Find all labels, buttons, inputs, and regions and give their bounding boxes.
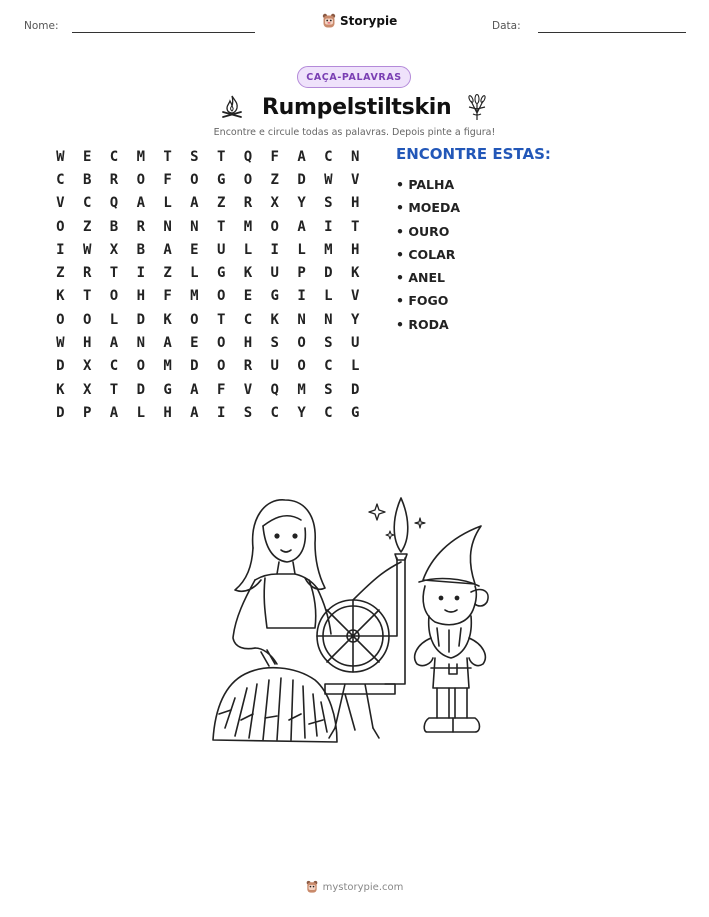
grid-cell[interactable]: B [136, 241, 145, 258]
grid-cell[interactable]: I [136, 265, 145, 282]
grid-cell[interactable]: O [297, 358, 306, 375]
grid-cell[interactable]: R [243, 195, 253, 212]
word-item: • PALHA [396, 177, 455, 192]
grid-cell[interactable]: K [270, 311, 279, 328]
grid-cell[interactable]: D [136, 381, 145, 398]
grid-cell[interactable]: O [297, 335, 306, 352]
word-search-grid [47, 145, 369, 425]
coloring-illustration[interactable] [205, 488, 505, 756]
grid-cell[interactable]: E [190, 241, 199, 258]
grid-cell[interactable]: N [136, 335, 145, 352]
grid-cell[interactable]: G [216, 171, 226, 188]
brand-name: Storypie [340, 14, 398, 28]
grid-cell[interactable]: R [82, 265, 92, 282]
grid-cell[interactable]: Z [270, 171, 279, 188]
title-row [0, 90, 709, 126]
grid-cell[interactable]: E [243, 288, 253, 305]
grid-cell[interactable]: K [56, 381, 65, 398]
grid-cell[interactable]: H [136, 288, 145, 305]
grid-cell[interactable]: M [324, 241, 333, 258]
grid-cell[interactable]: Z [163, 265, 172, 282]
grid-cell[interactable]: M [297, 381, 306, 398]
name-label: Nome: [24, 20, 59, 32]
grid-cell[interactable]: H [243, 335, 253, 352]
grid-cell[interactable]: T [109, 381, 119, 398]
grid-cell[interactable]: K [56, 288, 65, 305]
grid-cell[interactable]: X [270, 195, 279, 212]
grid-cell[interactable]: D [56, 404, 65, 421]
grid-cell[interactable]: O [216, 288, 226, 305]
grid-cell[interactable]: H [163, 404, 172, 421]
grid-cell[interactable]: A [163, 335, 172, 352]
grid-cell[interactable]: T [216, 218, 226, 235]
grid-cell[interactable]: A [163, 241, 172, 258]
grid-cell[interactable]: T [109, 265, 119, 282]
grid-cell[interactable]: B [109, 218, 119, 235]
grid-cell[interactable]: N [297, 311, 306, 328]
grid-cell[interactable]: R [109, 171, 119, 188]
wheat-icon [465, 93, 489, 121]
grid-cell[interactable]: N [190, 218, 199, 235]
grid-cell[interactable]: S [324, 381, 333, 398]
grid-cell[interactable]: W [56, 335, 65, 352]
grid-cell[interactable]: C [270, 404, 279, 421]
grid-cell[interactable]: C [324, 148, 333, 165]
grid-cell[interactable]: V [56, 195, 65, 212]
grid-cell[interactable]: S [270, 335, 279, 352]
grid-cell[interactable]: D [350, 381, 360, 398]
grid-cell[interactable]: L [109, 311, 119, 328]
word-item: • RODA [396, 316, 449, 332]
campfire-icon [220, 94, 244, 120]
grid-cell[interactable]: D [136, 311, 145, 328]
grid-cell[interactable]: V [350, 288, 360, 305]
grid-cell[interactable]: X [82, 358, 92, 375]
grid-cell[interactable]: W [56, 148, 65, 165]
grid-cell[interactable]: Y [297, 404, 306, 421]
grid-cell[interactable]: I [324, 218, 333, 235]
grid-cell[interactable]: A [190, 404, 199, 421]
grid-cell[interactable]: D [297, 171, 306, 188]
grid-cell[interactable]: L [163, 195, 172, 212]
grid-cell[interactable]: T [350, 218, 360, 235]
grid-cell[interactable]: F [163, 171, 172, 188]
grid-cell[interactable]: Q [243, 148, 253, 165]
page-title: Rumpelstiltskin [262, 95, 452, 120]
grid-cell[interactable]: C [324, 404, 333, 421]
grid-cell[interactable]: Q [109, 195, 119, 212]
grid-cell[interactable]: A [190, 195, 199, 212]
grid-cell[interactable]: X [82, 381, 92, 398]
grid-cell[interactable]: O [216, 358, 226, 375]
grid-cell[interactable]: U [270, 265, 279, 282]
grid-cell[interactable]: A [109, 335, 119, 352]
grid-cell[interactable]: B [82, 171, 92, 188]
grid-cell[interactable]: M [243, 218, 253, 235]
grid-cell[interactable]: Y [350, 311, 360, 328]
grid-cell[interactable]: U [270, 358, 279, 375]
grid-cell[interactable]: C [56, 171, 65, 188]
grid-cell[interactable]: I [297, 288, 306, 305]
grid-cell[interactable]: I [216, 404, 226, 421]
grid-cell[interactable]: I [56, 241, 65, 258]
grid-cell[interactable]: O [56, 311, 65, 328]
grid-cell[interactable]: S [190, 148, 199, 165]
grid-cell[interactable]: S [324, 195, 333, 212]
grid-cell[interactable]: A [109, 404, 119, 421]
grid-cell[interactable]: C [82, 195, 92, 212]
word-item: • MOEDA [396, 200, 460, 216]
grid-cell[interactable]: O [190, 311, 199, 328]
word-item: • ANEL [396, 270, 445, 286]
grid-cell[interactable]: M [163, 358, 172, 375]
grid-cell[interactable]: V [243, 381, 253, 398]
grid-cell[interactable]: N [163, 218, 172, 235]
grid-cell[interactable]: L [350, 358, 360, 375]
grid-cell[interactable]: M [136, 148, 145, 165]
grid-cell[interactable]: H [350, 241, 360, 258]
grid-cell[interactable]: L [190, 265, 199, 282]
word-list-title: ENCONTRE ESTAS: [396, 145, 551, 163]
grid-cell[interactable]: K [163, 311, 172, 328]
grid-cell[interactable]: W [324, 171, 333, 188]
grid-cell[interactable]: T [163, 148, 172, 165]
bear-logo-icon [322, 13, 336, 29]
grid-cell[interactable]: H [82, 335, 92, 352]
grid-cell[interactable]: X [109, 241, 119, 258]
grid-cell[interactable]: G [350, 404, 360, 421]
grid-cell[interactable]: C [243, 311, 253, 328]
grid-cell[interactable]: K [243, 265, 253, 282]
grid-cell[interactable]: F [216, 381, 226, 398]
grid-cell[interactable]: N [324, 311, 333, 328]
grid-cell[interactable]: L [324, 288, 333, 305]
grid-cell[interactable]: P [82, 404, 92, 421]
grid-cell[interactable]: E [82, 148, 92, 165]
grid-cell[interactable]: O [270, 218, 279, 235]
grid-cell[interactable]: G [163, 381, 172, 398]
grid-cell[interactable]: I [270, 241, 279, 258]
date-label: Data: [492, 20, 521, 32]
grid-cell[interactable]: O [216, 335, 226, 352]
grid-cell[interactable]: L [136, 404, 145, 421]
grid-cell[interactable]: T [82, 288, 92, 305]
grid-cell[interactable]: Z [82, 218, 92, 235]
grid-cell[interactable]: W [82, 241, 92, 258]
grid-cell[interactable]: C [109, 148, 119, 165]
grid-cell[interactable]: O [136, 358, 145, 375]
category-badge: CAÇA-PALAVRAS [297, 66, 411, 88]
word-item: • OURO [396, 223, 450, 239]
word-item: • FOGO [396, 293, 449, 309]
grid-cell[interactable]: C [324, 358, 333, 375]
grid-cell[interactable]: G [216, 265, 226, 282]
grid-cell[interactable]: D [190, 358, 199, 375]
grid-cell[interactable]: O [190, 171, 199, 188]
grid-cell[interactable]: M [190, 288, 199, 305]
grid-cell[interactable]: Z [216, 195, 226, 212]
grid-cell[interactable]: S [243, 404, 253, 421]
date-line[interactable] [538, 32, 686, 33]
grid-cell[interactable]: D [324, 265, 333, 282]
bear-logo-icon [306, 880, 318, 894]
grid-cell[interactable]: E [190, 335, 199, 352]
grid-cell[interactable]: A [297, 218, 306, 235]
word-list [396, 143, 551, 336]
grid-cell[interactable]: Z [56, 265, 65, 282]
brand[interactable] [322, 13, 397, 29]
grid-cell[interactable]: V [350, 171, 360, 188]
grid-cell[interactable]: R [136, 218, 145, 235]
grid-cell[interactable]: A [136, 195, 145, 212]
grid-cell[interactable]: O [109, 288, 119, 305]
grid-cell[interactable]: K [350, 265, 360, 282]
grid-cell[interactable]: O [136, 171, 145, 188]
grid-cell[interactable]: L [297, 241, 306, 258]
footer[interactable] [0, 880, 709, 894]
footer-url[interactable]: mystorypie.com [322, 881, 404, 893]
grid-cell[interactable]: R [243, 358, 253, 375]
grid-cell[interactable]: L [243, 241, 253, 258]
grid-cell[interactable]: O [82, 311, 92, 328]
name-line[interactable] [72, 32, 255, 33]
grid-cell[interactable]: T [216, 311, 226, 328]
grid-cell[interactable]: N [350, 148, 360, 165]
grid-cell[interactable]: C [109, 358, 119, 375]
grid-cell[interactable]: U [350, 335, 360, 352]
grid-cell[interactable]: Y [297, 195, 306, 212]
instructions: Encontre e circule todas as palavras. Depois pinte a figura! [213, 127, 496, 138]
grid-cell[interactable]: F [270, 148, 279, 165]
grid-cell[interactable]: A [297, 148, 306, 165]
grid-cell[interactable]: S [324, 335, 333, 352]
grid-cell[interactable]: A [190, 381, 199, 398]
grid-cell[interactable]: P [297, 265, 306, 282]
grid-cell[interactable]: O [243, 171, 253, 188]
grid-cell[interactable]: Q [270, 381, 279, 398]
grid-cell[interactable]: H [350, 195, 360, 212]
word-item: • COLAR [396, 246, 456, 262]
grid-cell[interactable]: G [270, 288, 279, 305]
grid-cell[interactable]: U [216, 241, 226, 258]
grid-cell[interactable]: F [163, 288, 172, 305]
grid-cell[interactable]: T [216, 148, 226, 165]
grid-cell[interactable]: D [56, 358, 65, 375]
grid-cell[interactable]: O [56, 218, 65, 235]
